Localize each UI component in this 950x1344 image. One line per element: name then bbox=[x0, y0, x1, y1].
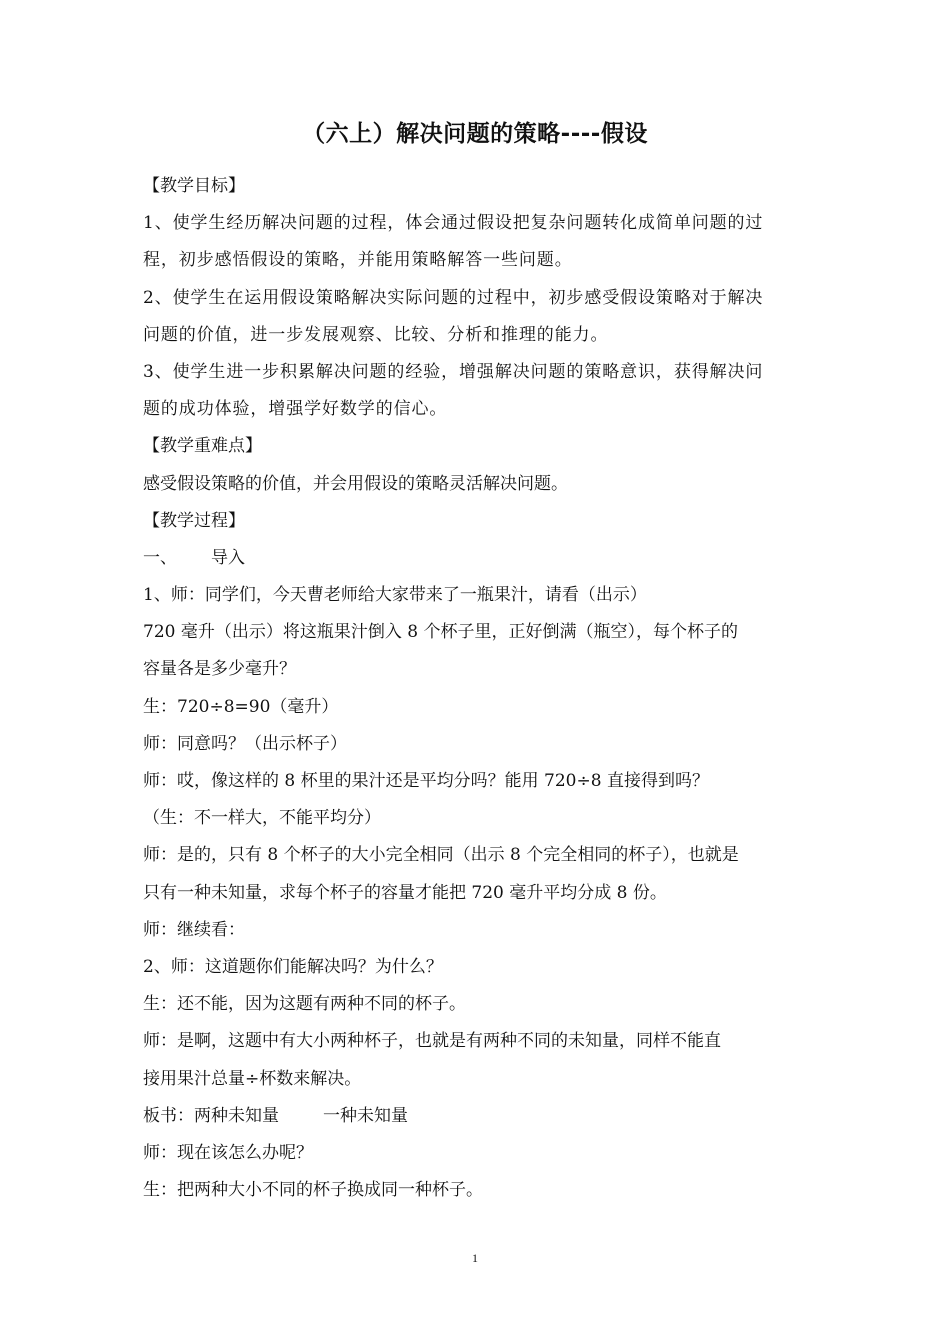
dialogue-line-6: 师：哎，像这样的 8 杯里的果汁还是平均分吗？能用 720÷8 直接得到吗？ bbox=[143, 771, 709, 791]
dialogue-line-13: 师：是啊，这题中有大小两种杯子，也就是有两种不同的未知量，同样不能直 bbox=[143, 1031, 721, 1052]
keypoints-heading: 【教学重难点】 bbox=[143, 436, 262, 457]
dialogue-line-16: 师：现在该怎么办呢？ bbox=[143, 1142, 313, 1163]
dialogue-line-12: 生：还不能，因为这题有两种不同的杯子。 bbox=[143, 994, 466, 1015]
objective-3-line-1: 3、使学生进一步积累解决问题的经验，增强解决问题的策略意识，获得解决问 bbox=[143, 361, 764, 382]
dialogue-line-5: 师：同意吗？（出示杯子） bbox=[143, 733, 347, 754]
page-number: 1 bbox=[472, 1251, 478, 1265]
dialogue-line-15 bbox=[143, 1098, 808, 1135]
dialogue-line-2: 720 毫升（出示）将这瓶果汁倒入 8 个杯子里，正好倒满（瓶空），每个杯子的 bbox=[143, 622, 738, 643]
dialogue-line-8: 师：是的，只有 8 个杯子的大小完全相同（出示 8 个完全相同的杯子），也就是 bbox=[143, 845, 739, 866]
objective-3-line-2: 题的成功体验，增强学好数学的信心。 bbox=[143, 399, 448, 420]
keypoints-text: 感受假设策略的价值，并会用假设的策略灵活解决问题。 bbox=[143, 473, 568, 494]
document-body bbox=[143, 168, 808, 1209]
part-1-heading bbox=[143, 540, 808, 577]
objective-2-line-1: 2、使学生在运用假设策略解决实际问题的过程中，初步感受假设策略对于解决 bbox=[143, 287, 764, 308]
dialogue-line-9: 只有一种未知量，求每个杯子的容量才能把 720 毫升平均分成 8 份。 bbox=[143, 882, 667, 903]
dialogue-line-4: 生：720÷8=90（毫升） bbox=[143, 696, 339, 717]
dialogue-line-10: 师：继续看： bbox=[143, 919, 245, 940]
dialogue-line-17: 生：把两种大小不同的杯子换成同一种杯子。 bbox=[143, 1180, 483, 1201]
dialogue-line-1: 1、师：同学们，今天曹老师给大家带来了一瓶果汁，请看（出示） bbox=[143, 585, 647, 606]
dialogue-line-3: 容量各是多少毫升？ bbox=[143, 659, 296, 680]
document-title: （六上）解决问题的策略----假设 bbox=[302, 121, 648, 147]
objectives-heading: 【教学目标】 bbox=[143, 176, 245, 196]
dialogue-line-7: （生：不一样大，不能平均分） bbox=[143, 808, 381, 829]
process-heading: 【教学过程】 bbox=[143, 510, 245, 531]
dialogue-line-14: 接用果汁总量÷杯数来解决。 bbox=[143, 1068, 362, 1089]
dialogue-line-11: 2、师：这道题你们能解决吗？为什么？ bbox=[143, 956, 443, 977]
part-1-number: 一、 bbox=[143, 547, 177, 568]
board-note-left: 板书：两种未知量 bbox=[143, 1105, 279, 1126]
objective-1-line-1: 1、使学生经历解决问题的过程，体会通过假设把复杂问题转化成简单问题的过 bbox=[143, 213, 764, 234]
part-1-title: 导入 bbox=[211, 547, 245, 568]
objective-1-line-2: 程，初步感悟假设的策略，并能用策略解答一些问题。 bbox=[143, 250, 573, 271]
objective-2-line-2: 问题的价值，进一步发展观察、比较、分析和推理的能力。 bbox=[143, 324, 609, 345]
board-note-right: 一种未知量 bbox=[323, 1105, 408, 1126]
